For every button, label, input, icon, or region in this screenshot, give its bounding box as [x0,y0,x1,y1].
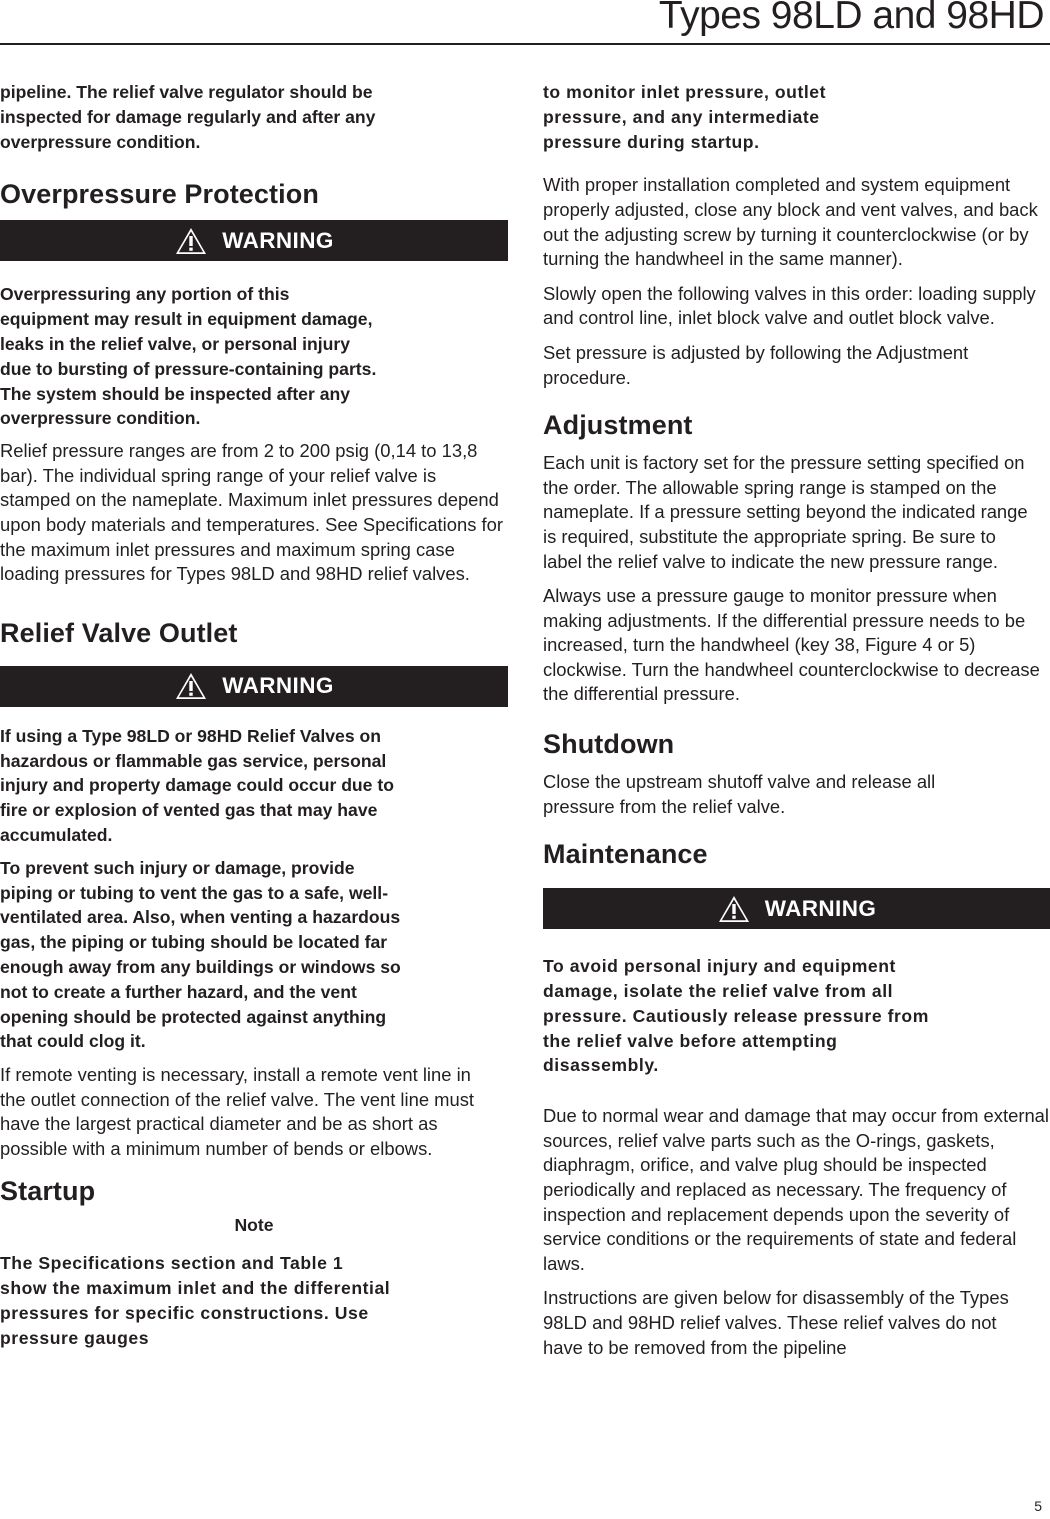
maintenance-body-1: Due to normal wear and damage that may occur from external sources, relief valve parts such as the O-rings, gaskets, diaphragm, orifice, and valve plug should be inspected periodically and replaced as necessary. The frequency of inspection and replacement depends upon the severity of service conditions or the requirements of state and federal laws. [543,1105,1049,1274]
startup-heading: Startup [0,1176,96,1207]
overpressure-warning-bar [0,220,508,261]
page-number: 5 [1034,1498,1042,1514]
warning-label: WARNING [222,227,334,253]
startup-note-continued: to monitor inlet pressure, outlet pressure, and any intermediate pressure during startup. [543,82,827,152]
outlet-body: If remote venting is necessary, install a remote vent line in the outlet connection of the relief valve. The vent line must have the largest practical diameter and be as short as possible with a minimum number of bends or elbows. [0,1064,475,1159]
adjustment-body-1: Each unit is factory set for the pressure setting specified on the order. The allowable spring range is stamped on the nameplate. If a pressure setting beyond the indicated range is required, substitute the appropriate spring. Be sure to label the relief valve to indicate the new pressure range. [543,452,1028,572]
outlet-warning-text-2: To prevent such injury or damage, provide piping or tubing to vent the gas to a safe, well-ventilated area. Also, when venting a hazardous gas, the piping or tubing should be located far enough away from any buildings or windows so not to create a further hazard, and the vent opening should be protected against anything that could clog it. [0,857,401,1052]
note-label: Note [234,1215,274,1236]
intro-bold-paragraph: pipeline. The relief valve regulator should be inspected for damage regularly and after any overpressure condition. [0,82,376,152]
overpressure-body: Relief pressure ranges are from 2 to 200 psig (0,14 to 13,8 bar). The individual spring range of your relief valve is stamped on the nameplate. Maximum inlet pressures depend upon body materials and temperatures. See Specifications for the maximum inlet pressures and maximum spring case loading pressures for Types 98LD and 98HD relief valves. [0,440,503,585]
outlet-warning-text-1: If using a Type 98LD or 98HD Relief Valves on hazardous or flammable gas service, personal injury and property damage could occur due to fire or explosion of vented gas that may have accumulated. [0,725,394,845]
left-column [0,80,508,1351]
maintenance-warning-bar [543,888,1050,929]
maintenance-warning-text: To avoid personal injury and equipment damage, isolate the relief valve from all pressure. Cautiously release pressure from the relief valve before attempting disassembly. [543,956,929,1076]
startup-note-text: The Specifications section and Table 1 show the maximum inlet and the differential pressures for specific constructions. Use pressure gauges [0,1253,391,1348]
warning-triangle-icon [174,226,208,256]
header-divider [0,43,1050,45]
adjustment-body-2: Always use a pressure gauge to monitor pressure when making adjustments. If the differential pressure needs to be increased, turn the handwheel (key 38, Figure 4 or 5) clockwise. Turn the handwheel counterclockwise to decrease the differential pressure. [543,585,1040,705]
shutdown-body: Close the upstream shutoff valve and release all pressure from the relief valve. [543,771,936,817]
startup-body-2: Slowly open the following valves in this order: loading supply and control line, inlet block valve and outlet block valve. [543,282,1036,329]
startup-body-3: Set pressure is adjusted by following the Adjustment procedure. [543,341,969,388]
adjustment-heading: Adjustment [543,410,693,441]
warning-label: WARNING [764,895,877,921]
warning-triangle-icon [717,894,751,924]
overpressure-heading: Overpressure Protection [0,179,319,210]
warning-label: WARNING [222,673,334,699]
relief-valve-outlet-heading: Relief Valve Outlet [0,617,238,648]
overpressure-warning-text: Overpressuring any portion of this equipment may result in equipment damage, leaks in the relief valve, or personal injury due to bursting of pressure-containing parts. The system should be inspected after any overpressure condition. [0,284,377,429]
maintenance-body-2: Instructions are given below for disassembly of the Types 98LD and 98HD relief valves. These relief valves do not have to be removed from the pipeline [543,1287,1009,1358]
startup-body-1: With proper installation completed and system equipment properly adjusted, close any block and vent valves, and back out the adjusting screw by turning it counterclockwise (or by turning the handwheel in the same manner). [543,174,1038,270]
right-column [543,80,1050,1360]
shutdown-heading: Shutdown [543,729,675,760]
warning-triangle-icon [174,671,208,701]
page-header-title: Types 98LD and 98HD [658,0,1044,37]
outlet-warning-bar [0,666,508,707]
maintenance-heading: Maintenance [543,839,708,870]
